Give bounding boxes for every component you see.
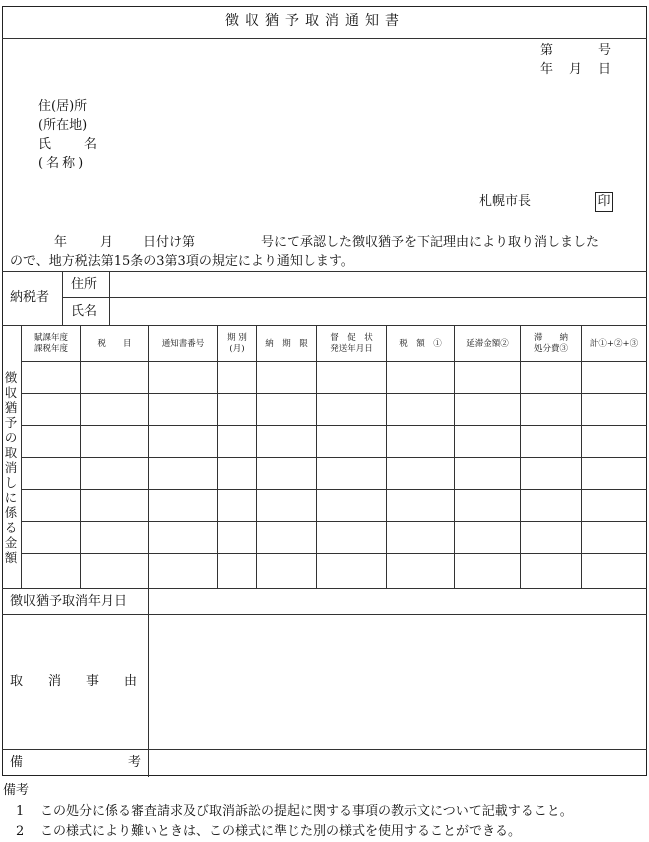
header-disposal-line2: 処分費③: [533, 344, 568, 354]
cancel-date-label: 徴収猶予取消年月日: [10, 594, 128, 609]
notice-form: [2, 6, 647, 776]
header-period: [218, 333, 256, 355]
header-period-line2: (月): [229, 344, 245, 354]
amount-section-label: 徴収猶予の取消しに係る金額: [4, 370, 18, 565]
divider: [21, 553, 647, 554]
form-title: 徴収猶予取消通知書: [225, 13, 405, 29]
number-suffix: 号: [598, 43, 612, 58]
note-2-text: この様式により難いときは、この様式に準じた別の様式を使用することができる。: [40, 824, 522, 839]
date-year: 年: [540, 62, 554, 77]
header-dunning-line1: 督 促 状: [330, 333, 373, 343]
header-dunning-line2: 発送年月日: [330, 344, 373, 354]
name-label-1: 氏: [38, 137, 52, 152]
header-delinquency: 延滞金額②: [466, 339, 509, 349]
divider: [21, 489, 647, 490]
body-line2: ので、地方税法第15条の3第3項の規定により通知します。: [10, 254, 354, 269]
divider: [2, 38, 647, 39]
name-label-2: 名: [84, 137, 98, 152]
note-1-number: 1: [16, 804, 25, 819]
divider: [21, 521, 647, 522]
taxpayer-address-label: 住所: [71, 277, 98, 292]
body-month: 月: [100, 235, 114, 250]
divider: [21, 457, 647, 458]
seal-stamp: 印: [595, 192, 613, 212]
divider: [21, 425, 647, 426]
header-tax-item: 税 目: [97, 339, 132, 349]
header-assessment-year-line2: 課税年度: [33, 344, 68, 354]
corp-name-label: (名称): [38, 156, 87, 171]
divider: [2, 749, 647, 750]
header-due-date: 納 期 限: [265, 339, 308, 349]
header-disposal-line1: 滞 納: [533, 333, 568, 343]
header-notice-no: 通知書番号: [161, 339, 205, 349]
header-assessment-year-line1: 賦課年度: [33, 333, 68, 343]
body-year: 年: [54, 235, 68, 250]
office-label: (所在地): [38, 118, 88, 133]
header-total: 計①+②+③: [589, 339, 639, 349]
body-day-text: 日付け第: [143, 235, 196, 250]
divider: [109, 271, 110, 325]
divider: [2, 588, 647, 589]
remarks-label-left: 備: [10, 755, 24, 770]
header-tax-amount: 税 額 ①: [399, 339, 442, 349]
issuer-title: 札幌市長: [479, 194, 532, 209]
header-disposal-cost: [521, 333, 581, 355]
address-label: 住(居)所: [38, 99, 88, 114]
divider: [21, 361, 647, 362]
notes-heading: 備考: [3, 783, 30, 798]
header-period-line1: 期 別: [227, 333, 247, 343]
date-day: 日: [598, 62, 612, 77]
divider: [21, 393, 647, 394]
body-line1-rest: 号にて承認した徴収猶予を下記理由により取り消しました: [261, 235, 600, 250]
date-month: 月: [569, 62, 583, 77]
taxpayer-name-label: 氏名: [71, 304, 98, 319]
header-dunning: [317, 333, 386, 355]
divider: [2, 614, 647, 615]
taxpayer-label: 納税者: [10, 290, 50, 305]
remarks-label-right: 考: [128, 755, 142, 770]
note-1-text: この処分に係る審査請求及び取消訴訟の提起に関する事項の教示文について記載すること。: [40, 804, 573, 819]
number-label: 第: [540, 43, 554, 58]
header-assessment-year: [22, 333, 80, 355]
divider: [62, 271, 63, 325]
divider: [2, 325, 647, 326]
divider: [62, 297, 647, 298]
divider: [2, 271, 647, 272]
reason-label: 取 消 事 由: [10, 674, 144, 689]
note-2-number: 2: [16, 824, 25, 839]
